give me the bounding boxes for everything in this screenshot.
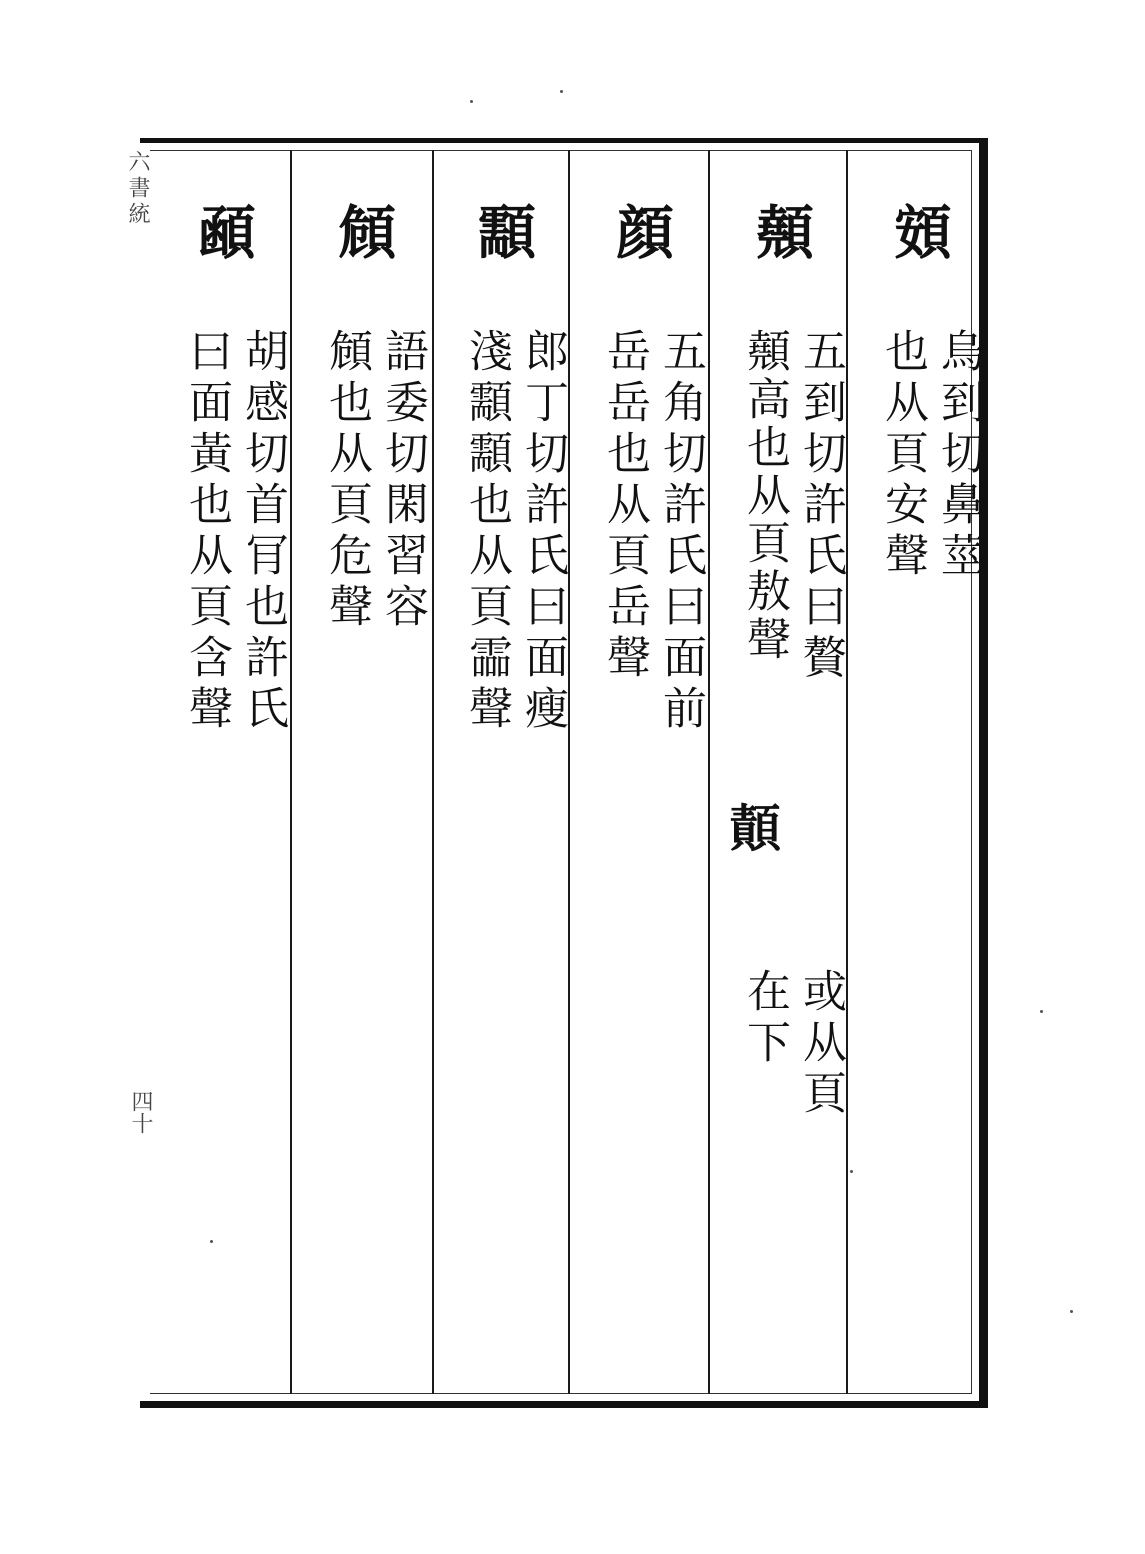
seal-character: 顄: [188, 202, 256, 264]
definition-line: 也从頁安聲: [877, 328, 928, 583]
definition-line: 郎丁切許氏曰面瘦: [517, 328, 568, 736]
margin-title: 六書統: [125, 150, 150, 228]
dictionary-entry: [712, 150, 848, 1390]
variant-note: 或从頁: [795, 968, 846, 1121]
definition-line: 頠也从頁危聲: [321, 328, 372, 634]
dictionary-entry: [850, 150, 986, 1390]
page-number: 四十: [128, 1090, 153, 1134]
scan-speck: [1040, 1010, 1043, 1013]
column-rule: [708, 150, 710, 1394]
dictionary-entry: [434, 150, 570, 1390]
seal-character: 頞: [884, 202, 952, 264]
definition-line: 五到切許氏曰贅: [795, 328, 846, 685]
dictionary-entry: [572, 150, 708, 1390]
definition-line: 烏到切鼻莖: [933, 328, 984, 583]
scan-speck: [210, 1240, 213, 1243]
dictionary-entry: [154, 150, 290, 1390]
definition-line: 曰面黃也从頁含聲: [181, 328, 232, 736]
variant-note: 在下: [739, 968, 790, 1070]
definition-line: 語委切閑習容: [377, 328, 428, 634]
column-rule: [290, 150, 292, 1394]
dictionary-entry: [294, 150, 430, 1390]
variant-seal-character: 𩔳: [722, 800, 783, 854]
scan-speck: [1070, 1310, 1073, 1313]
seal-character: 顬: [468, 202, 536, 264]
definition-line: 淺顬顬也从頁霝聲: [461, 328, 512, 736]
definition-line: 五角切許氏曰面前: [655, 328, 706, 736]
seal-character: 顤: [746, 202, 814, 264]
definition-line: 顤高也从頁敖聲: [739, 328, 790, 664]
scan-speck: [560, 90, 563, 93]
scan-speck: [470, 100, 473, 103]
seal-character: 顔: [606, 202, 674, 264]
definition-line: 岳岳也从頁岳聲: [599, 328, 650, 685]
scan-speck: [850, 1170, 853, 1173]
seal-character: 頠: [328, 202, 396, 264]
definition-line: 胡感切首肎也許氏: [237, 328, 288, 736]
